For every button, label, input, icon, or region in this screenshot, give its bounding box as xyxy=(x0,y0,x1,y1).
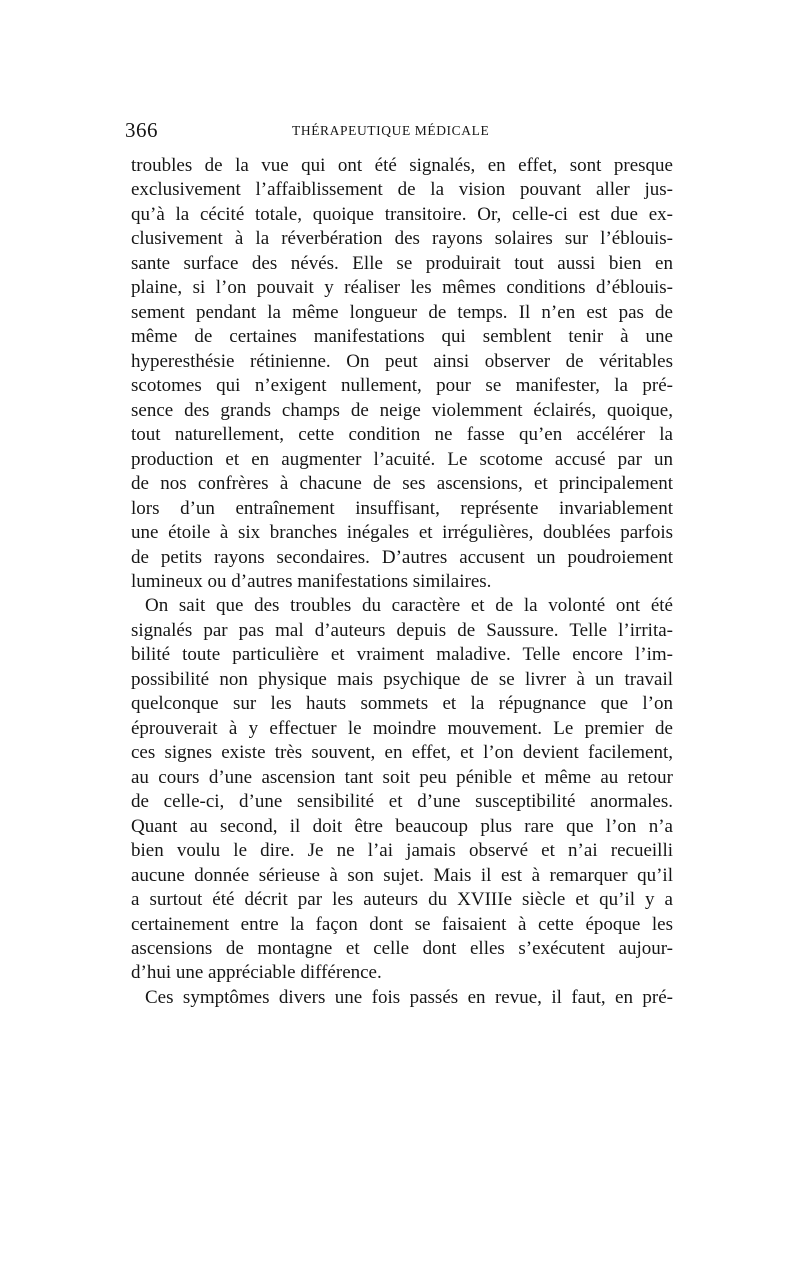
text-line: possibilité non physique mais psychique de se livrer à un travail xyxy=(131,668,673,690)
text-line: exclusivement l’affaiblissement de la vision pouvant aller jus- xyxy=(131,179,673,201)
text-line: de petits rayons secondaires. D’autres accusent un poudroiement xyxy=(131,546,673,568)
text-line: Quant au second, il doit être beaucoup plus rare que l’on n’a xyxy=(131,815,673,837)
text-line: éprouverait à y effectuer le moindre mouvement. Le premier de xyxy=(131,717,673,739)
text-line: a surtout été décrit par les auteurs du XVIIIe siècle et qu’il y a xyxy=(131,889,673,911)
text-line: aucune donnée sérieuse à son sujet. Mais il est à remarquer qu’il xyxy=(131,864,673,886)
text-line: certainement entre la façon dont se faisaient à cette époque les xyxy=(131,913,673,935)
text-line: On sait que des troubles du caractère et de la volonté ont été xyxy=(145,595,673,617)
text-line: ascensions de montagne et celle dont elles s’exécutent aujour- xyxy=(131,938,673,959)
text-line: troubles de la vue qui ont été signalés, en effet, sont presque xyxy=(131,155,673,176)
text-line: ces signes existe très souvent, en effet, et l’on devient facilement, xyxy=(131,742,673,764)
text-line: même de certaines manifestations qui semblent tenir à une xyxy=(131,326,673,348)
text-line: sence des grands champs de neige violemment éclairés, quoique, xyxy=(131,399,673,421)
text-line: qu’à la cécité totale, quoique transitoire. Or, celle-ci est due ex- xyxy=(131,203,673,225)
text-line: production et en augmenter l’acuité. Le scotome accusé par un xyxy=(131,448,673,470)
text-line: signalés par pas mal d’auteurs depuis de Saussure. Telle l’irrita- xyxy=(131,619,673,641)
text-line: au cours d’une ascension tant soit peu pénible et même au retour xyxy=(131,766,673,788)
text-line: de celle-ci, d’une sensibilité et d’une susceptibilité anormales. xyxy=(131,791,673,813)
text-line: lumineux ou d’autres manifestations similaires. xyxy=(131,570,492,592)
text-line: bilité toute particulière et vraiment maladive. Telle encore l’im- xyxy=(131,644,673,666)
text-line: une étoile à six branches inégales et irrégulières, doublées parfois xyxy=(131,522,673,544)
text-line: plaine, si l’on pouvait y réaliser les mêmes conditions d’éblouis- xyxy=(131,277,673,299)
text-line: quelconque sur les hauts sommets et la répugnance que l’on xyxy=(131,693,673,715)
text-line: clusivement à la réverbération des rayons solaires sur l’éblouis- xyxy=(131,228,673,250)
text-line: lors d’un entraînement insuffisant, représente invariablement xyxy=(131,497,673,519)
text-line: scotomes qui n’exigent nullement, pour se manifester, la pré- xyxy=(131,375,673,397)
text-line: sement pendant la même longueur de temps. Il n’en est pas de xyxy=(131,301,673,323)
body-text xyxy=(131,154,673,1010)
text-line: bien voulu le dire. Je ne l’ai jamais observé et n’ai recueilli xyxy=(131,840,673,862)
text-line: Ces symptômes divers une fois passés en revue, il faut, en pré- xyxy=(145,986,673,1008)
text-line: d’hui une appréciable différence. xyxy=(131,962,382,984)
running-head xyxy=(125,118,673,142)
text-line: sante surface des névés. Elle se produirait tout aussi bien en xyxy=(131,252,673,274)
text-line: hyperesthésie rétinienne. On peut ainsi observer de véritables xyxy=(131,350,673,372)
page-number: 366 xyxy=(125,118,158,142)
running-title: THÉRAPEUTIQUE MÉDICALE xyxy=(292,123,490,138)
text-line: de nos confrères à chacune de ses ascensions, et principalement xyxy=(131,473,673,495)
text-line: tout naturellement, cette condition ne fasse qu’en accélérer la xyxy=(131,424,673,446)
